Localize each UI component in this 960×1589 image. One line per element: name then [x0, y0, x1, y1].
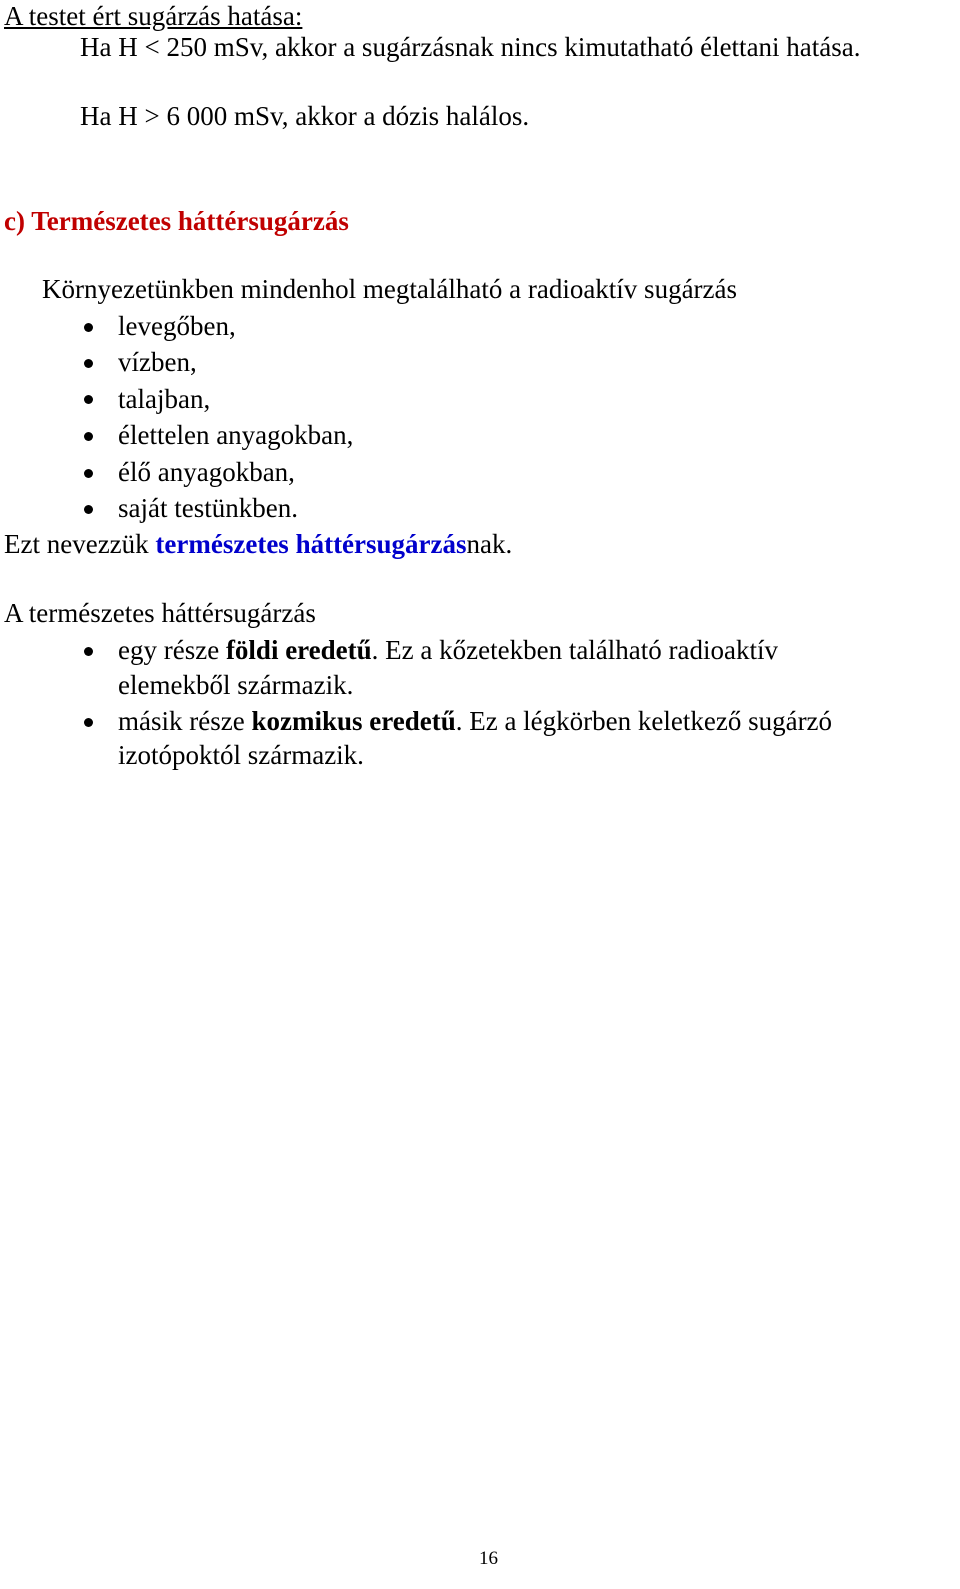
summary-suffix: nak.	[466, 529, 513, 559]
source-prefix: egy része	[118, 635, 226, 665]
source-term: földi eredetű	[225, 635, 372, 665]
bullet-icon	[84, 395, 93, 404]
list-item: levegőben,	[118, 311, 236, 341]
bullet-icon	[84, 647, 93, 656]
page-number: 16	[479, 1548, 498, 1569]
bullet-icon	[84, 718, 93, 727]
bullet-icon	[84, 323, 93, 332]
bullet-icon	[84, 432, 93, 441]
radiation-effect-title: A testet ért sugárzás hatása:	[4, 1, 303, 31]
background-radiation-intro: Környezetünkben mindenhol megtalálható a radioaktív sugárzás	[42, 274, 738, 304]
bullet-icon	[84, 469, 93, 478]
sources-intro: A természetes háttérsugárzás	[4, 598, 316, 628]
section-heading: c) Természetes háttérsugárzás	[4, 206, 349, 236]
source-description: . Ez a légkörben keletkező sugárzó	[455, 706, 833, 736]
summary-term: természetes háttérsugárzás	[155, 529, 467, 559]
list-item	[118, 705, 832, 737]
list-item: saját testünkben.	[118, 493, 298, 523]
source-description-continued: izotópoktól származik.	[118, 740, 364, 770]
summary-prefix: Ezt nevezzük	[4, 529, 156, 559]
list-item: élő anyagokban,	[118, 457, 295, 487]
lethal-dose-statement: Ha H > 6 000 mSv, akkor a dózis halálos.	[80, 101, 530, 131]
list-item: élettelen anyagokban,	[118, 420, 354, 450]
bullet-icon	[84, 359, 93, 368]
list-item: vízben,	[118, 347, 197, 377]
summary-sentence	[4, 528, 512, 560]
list-item: talajban,	[118, 384, 211, 414]
bullet-icon	[84, 505, 93, 514]
source-description-continued: elemekből származik.	[118, 670, 354, 700]
low-dose-statement: Ha H < 250 mSv, akkor a sugárzásnak nincs kimutatható élettani hatása.	[80, 32, 861, 62]
source-term: kozmikus eredetű	[251, 706, 456, 736]
source-description: . Ez a kőzetekben található radioaktív	[371, 635, 778, 665]
list-item	[118, 634, 778, 666]
source-prefix: másik része	[118, 706, 252, 736]
